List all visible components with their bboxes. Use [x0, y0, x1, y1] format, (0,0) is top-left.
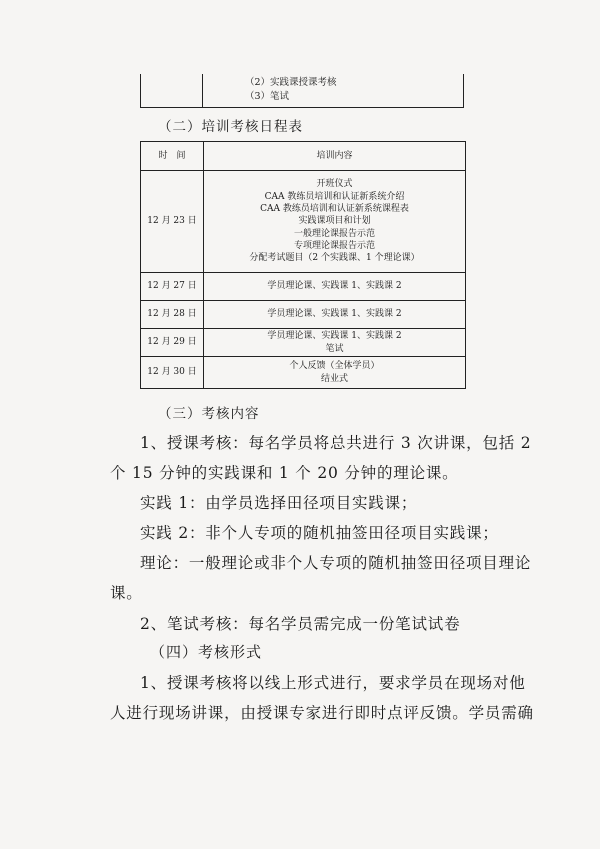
section-title-schedule: （二）培训考核日程表: [158, 119, 303, 135]
content-line: 专项理论课报告示范: [293, 240, 375, 251]
paragraph-theory-cont: 课。: [110, 584, 143, 602]
table-row: [141, 273, 466, 301]
content-line: 结业式: [320, 373, 348, 384]
row-date: 12 月 23 日: [141, 171, 204, 273]
content-line: CAA 教练员培训和认证新系统介绍: [264, 191, 405, 202]
paragraph-online-format: 1、授课考核将以线上形式进行，要求学员在现场对他: [140, 674, 526, 692]
paragraph-teaching-assessment-cont: 个 15 分钟的实践课和 1 个 20 分钟的理论课。: [110, 464, 459, 482]
table-header-row: [141, 142, 466, 171]
row-content: [204, 329, 466, 357]
table-line-written-exam: （3）笔试: [245, 91, 290, 102]
content-line: 个人反馈（全体学员）: [289, 361, 380, 372]
content-line: 学员理论课、实践课 1、实践课 2: [267, 309, 402, 320]
content-line: 学员理论课、实践课 1、实践课 2: [267, 281, 402, 292]
content-line: 笔试: [325, 343, 344, 354]
table-line-practice-assessment: （2）实践课授课考核: [245, 77, 337, 88]
table-row: [141, 329, 466, 357]
content-line: 开班仪式: [316, 179, 353, 190]
table-row: [141, 171, 466, 273]
table-row: [141, 357, 466, 389]
content-line: 一般理论课报告示范: [293, 228, 375, 239]
paragraph-written-exam: 2、笔试考核：每名学员需完成一份笔试试卷: [140, 615, 461, 633]
row-content: [204, 357, 466, 389]
table-row: [141, 301, 466, 329]
table-divider: [202, 74, 203, 107]
paragraph-online-format-cont: 人进行现场讲课，由授课专家进行即时点评反馈。学员需确: [110, 704, 534, 722]
schedule-table: [140, 141, 466, 389]
row-content: [204, 273, 466, 301]
content-line: 实践课项目和计划: [298, 216, 371, 227]
row-date: 12 月 27 日: [141, 273, 204, 301]
content-line: 学员理论课、实践课 1、实践课 2: [267, 331, 402, 342]
paragraph-theory: 理论：一般理论或非个人专项的随机抽签田径项目理论: [140, 554, 532, 572]
header-content: 培训内容: [204, 142, 466, 171]
paragraph-practice-1: 实践 1：由学员选择田径项目实践课；: [140, 494, 418, 512]
row-date: 12 月 29 日: [141, 329, 204, 357]
content-line: CAA 教练员培训和认证新系统课程表: [260, 204, 409, 215]
header-time: 时 间: [141, 142, 204, 171]
section-title-assessment-content: （三）考核内容: [158, 406, 260, 422]
section-title-assessment-format: （四）考核形式: [150, 643, 263, 661]
content-line: 分配考试题目（2 个实践课、1 个理论课）: [249, 253, 420, 264]
paragraph-practice-2: 实践 2：非个人专项的随机抽签田径项目实践课；: [140, 524, 499, 542]
assessment-method-table: [140, 74, 464, 108]
row-content: [204, 171, 466, 273]
row-date: 12 月 28 日: [141, 301, 204, 329]
row-date: 12 月 30 日: [141, 357, 204, 389]
row-content: [204, 301, 466, 329]
paragraph-teaching-assessment: 1、授课考核：每名学员将总共进行 3 次讲课，包括 2: [140, 434, 532, 452]
